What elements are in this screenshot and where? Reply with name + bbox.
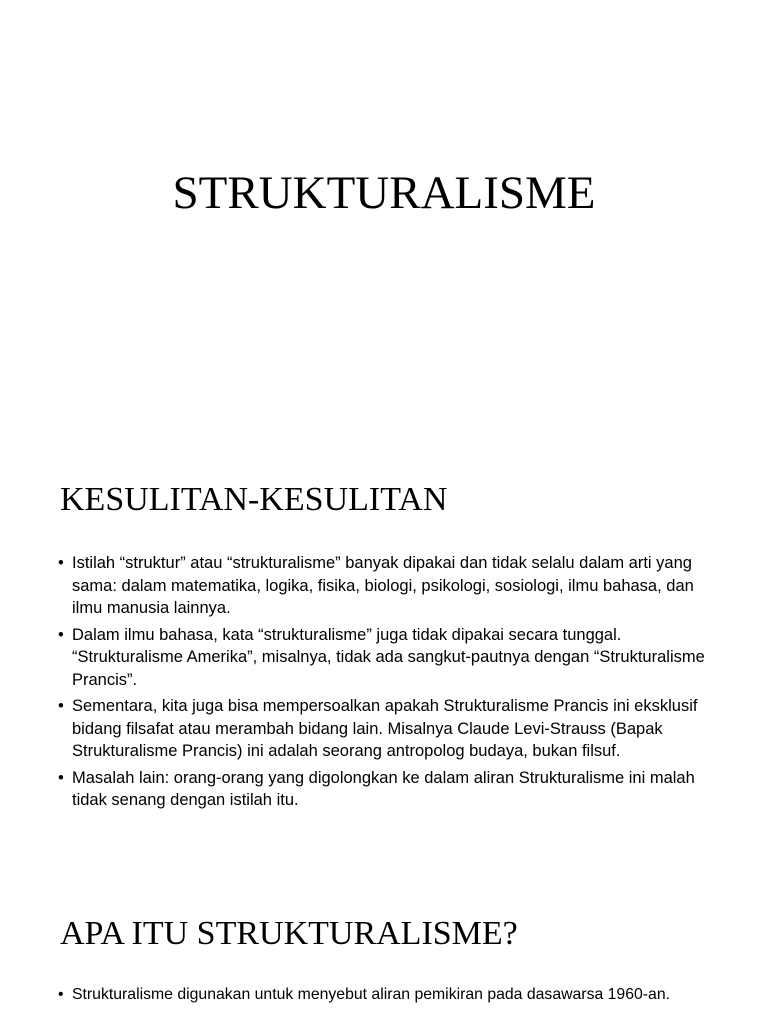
bullet-item	[58, 624, 718, 692]
bullet-icon: •	[58, 768, 64, 787]
slide-kesulitan	[0, 440, 768, 880]
bullet-list	[58, 984, 718, 1011]
bullet-text: Istilah “struktur” atau “strukturalisme” banyak dipakai dan tidak selalu dalam arti yang sama: dalam matematika, logika, fisika, biologi, psikologi, sosiologi, ilmu bahasa, dan ilmu manusia lainnya.	[72, 554, 694, 617]
bullet-text: Strukturalisme digunakan untuk menyebut aliran pemikiran pada dasawarsa 1960-an.	[72, 986, 670, 1003]
bullet-icon: •	[58, 697, 64, 715]
bullet-text: Dalam ilmu bahasa, kata “strukturalisme” juga tidak dipakai secara tunggal. “Strukturalisme Amerika”, misalnya, tidak ada sangkut-pautnya dengan “Strukturalisme Prancis”.	[72, 625, 705, 689]
bullet-item	[58, 984, 718, 1007]
slide-apa-itu	[0, 880, 768, 1024]
bullet-item	[58, 695, 718, 763]
slide-heading: APA ITU STRUKTURALISME?	[60, 915, 518, 952]
bullet-text: Masalah lain: orang-orang yang digolongkan ke dalam aliran Strukturalisme ini malah tidak senang dengan istilah itu.	[72, 768, 695, 809]
bullet-icon: •	[58, 986, 64, 1003]
bullet-item	[58, 767, 718, 812]
bullet-list	[58, 552, 718, 816]
bullet-text: Sementara, kita juga bisa mempersoalkan apakah Strukturalisme Prancis ini eksklusif bidang filsafat atau merambah bidang lain. Misalnya Claude Levi-Strauss (Bapak Strukturalisme Prancis) ini adalah seorang antropolog budaya, bukan filsuf.	[72, 697, 698, 760]
bullet-item	[58, 552, 718, 620]
presentation-title: STRUKTURALISME	[172, 167, 596, 219]
slide-heading: KESULITAN-KESULITAN	[60, 481, 448, 518]
bullet-icon: •	[58, 625, 64, 644]
slide-title	[0, 0, 768, 440]
bullet-icon: •	[58, 554, 64, 572]
